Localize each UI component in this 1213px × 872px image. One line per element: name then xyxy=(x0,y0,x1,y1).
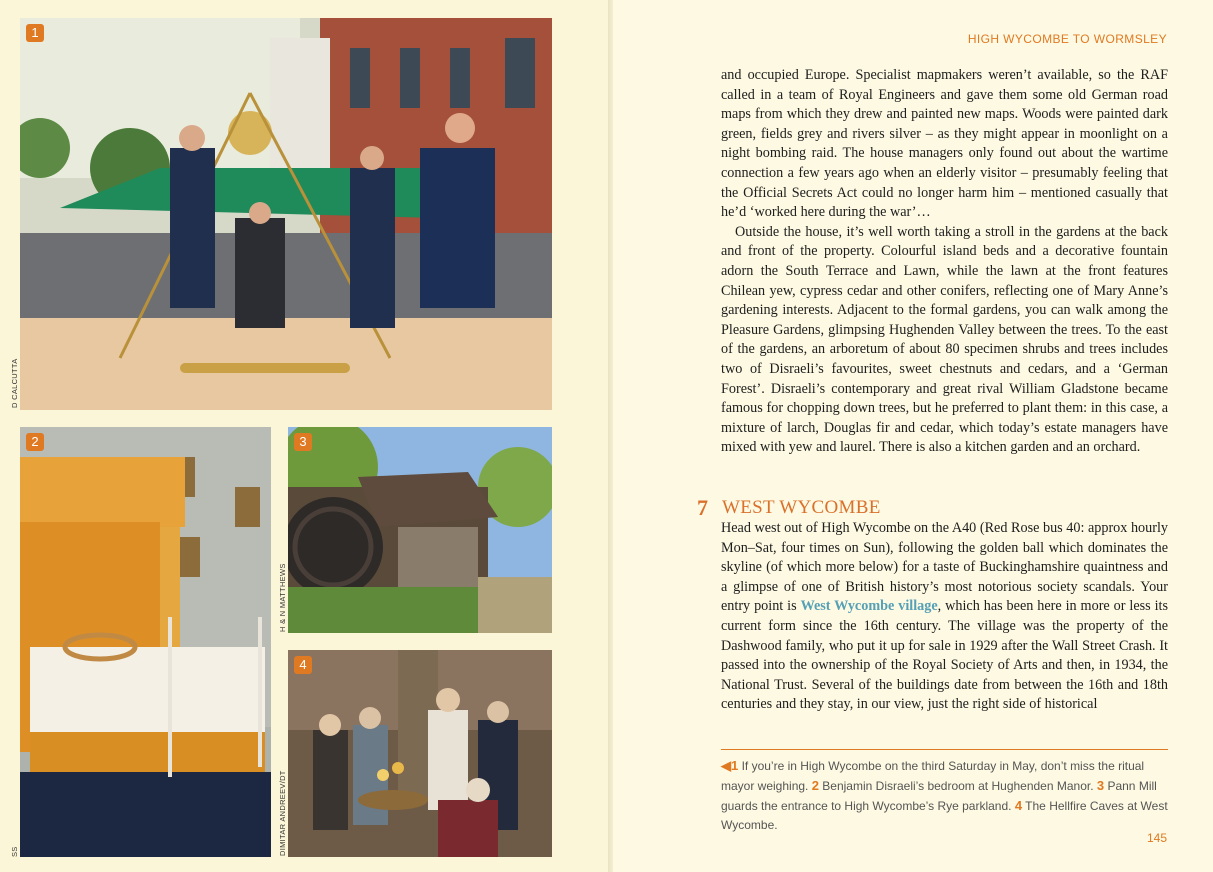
caption-divider xyxy=(721,749,1168,750)
photo-captions xyxy=(721,756,1168,835)
page-number: 145 xyxy=(1147,831,1168,845)
paragraph-3-start: Head west out of High Wycombe on the A40 (Red Rose bus 40: approx hourly Mon–Sat, four times on Sun), following the golden ball which dominates the skyline (of which more below) for a taste of Buckinghamshire quaintness and a glimpse of one of British history’s most notorious society scandals. Your entry point is xyxy=(721,520,1168,615)
caption-number-4: 4 xyxy=(1014,798,1023,813)
photo-hellfire-caves xyxy=(288,650,552,857)
photo-badge: 3 xyxy=(294,433,312,451)
caption-text-3: Pann Mill guards the entrance to High Wycombe’s Rye parkland. xyxy=(721,779,1157,813)
photo-credit-3: H & N MATTHEWS xyxy=(278,563,287,632)
running-head: HIGH WYCOMBE TO WORMSLEY xyxy=(967,32,1167,46)
photo-credit-1: D CALCUTTA xyxy=(10,358,19,408)
photo-disraeli-bedroom xyxy=(20,427,271,857)
caption-number-3: 3 xyxy=(1096,778,1105,793)
section-title: WEST WYCOMBE xyxy=(722,497,881,518)
paragraph-3 xyxy=(721,519,1168,715)
photo-credit-4: DIMITAR ANDREEV/DT xyxy=(278,770,287,856)
paragraph-3-end: , which has been here in more or less its current form since the 16th century. The village was the property of the Dashwood family, who put it up for sale in 1929 after the Wall Street Crash. It passed into the ownership of the Royal Society of Arts and then, in 1934, the National Trust. Several of the buildings date from between the 16th and 18th centuries and they stay, in our view, just the right side of historical xyxy=(721,598,1168,713)
body-text-lower xyxy=(721,519,1168,715)
paragraph-1: and occupied Europe. Specialist mapmakers weren’t available, so the RAF called in a team of Royal Engineers and gave them some old German road maps from which they drew and painted new maps. Woods were painted dark green, fields grey and rivers silver – as they might appear in moonlight on a night bombing raid. The house managers only found out about the wartime connection a few years ago when an elderly visitor – presumably feeling that the Official Secrets Act could no longer harm him – mentioned casually that he’d ‘worked here during the war’… xyxy=(721,67,1168,221)
paragraph-2: Outside the house, it’s well worth taking a stroll in the gardens at the back and front of the property. Colourful island beds and a decorative fountain adorn the South Terrace and Lawn, while the lawn at the front features Chilean yew, cypress cedar and other conifers, reflecting one of Mary Anne’s gardening interests. Adjacent to the formal gardens, you can walk among the Pleasure Gardens, glimpsing Hughenden Valley between the trees. To the east of the gardens, an arboretum of about 80 specimen shrubs and trees includes two of Disraeli’s favourites, sweet chestnuts and cedars, and a ‘German Forest’. Disraeli’s contemporary and great rival William Gladstone became famous for chopping down trees, but he preferred to plant them: in this case, a mixture of larch, Douglas fir and cedar, which today’s estate managers have mixed with yew and laurel. There is also a kitchen garden and an orchard. xyxy=(721,223,1168,456)
caption-number-2: 2 xyxy=(811,778,819,793)
body-text-upper xyxy=(721,66,1168,458)
photo-mayor-weighing xyxy=(20,18,552,410)
photo-badge: 2 xyxy=(26,433,44,451)
caption-text-2: Benjamin Disraeli’s bedroom at Hughenden Manor. xyxy=(818,779,1097,793)
photo-pann-mill xyxy=(288,427,552,633)
photo-badge: 4 xyxy=(294,656,312,674)
photo-badge: 1 xyxy=(26,24,44,42)
caption-text-4: The Hellfire Caves at West Wycombe. xyxy=(721,799,1168,832)
caption-text-1: If you’re in High Wycombe on the third Saturday in May, don’t miss the ritual mayor weighing. xyxy=(721,759,1145,793)
west-wycombe-village-link[interactable]: West Wycombe village xyxy=(800,598,938,615)
caption-number-1: ◀1 xyxy=(721,758,739,773)
section-number: 7 xyxy=(697,495,708,520)
photo-credit-ss: SS xyxy=(10,846,19,857)
